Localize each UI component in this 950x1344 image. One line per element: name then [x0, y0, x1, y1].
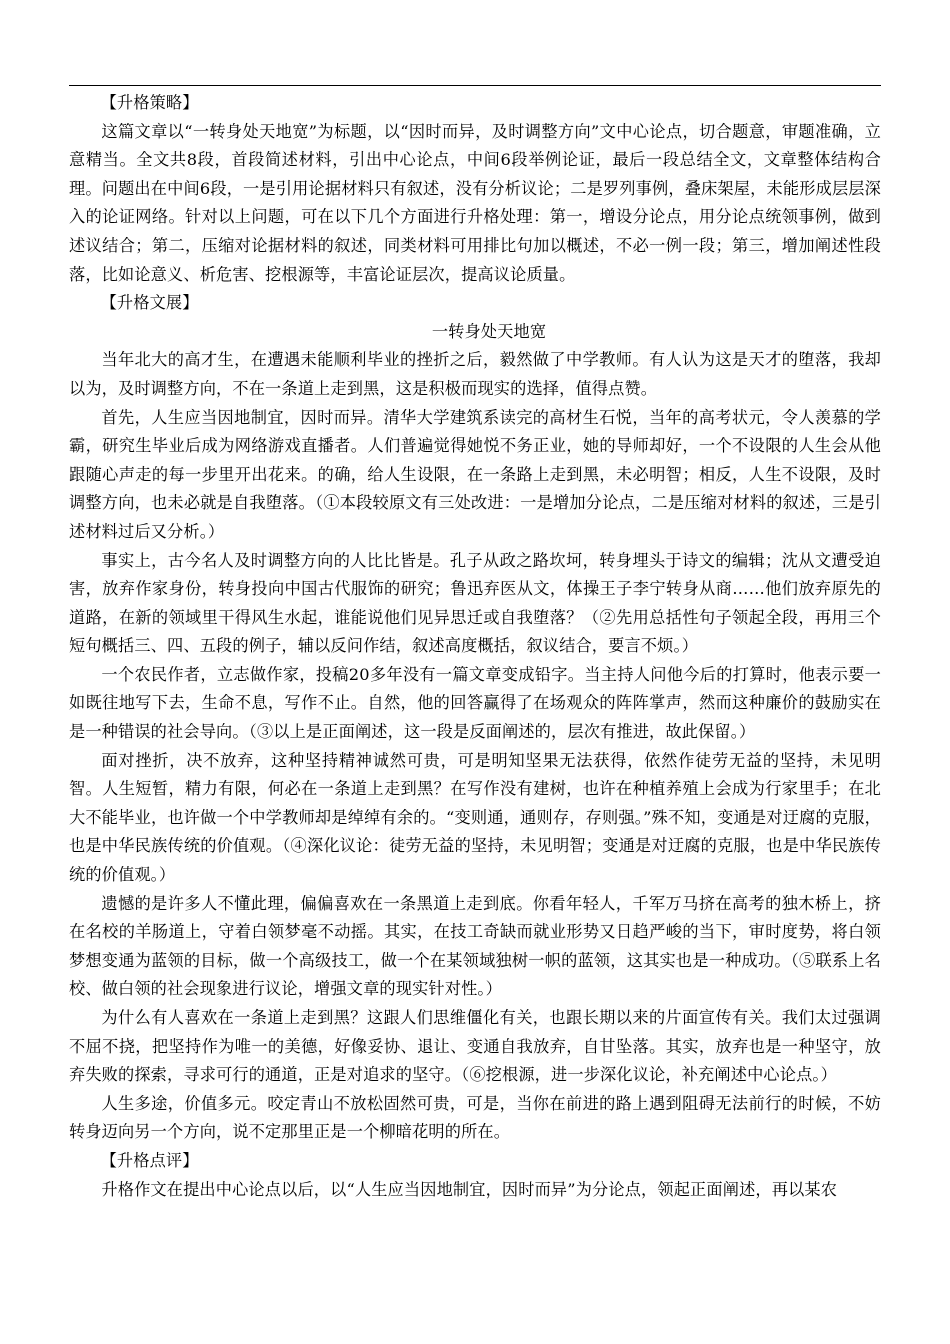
essay-paragraph-8: 人生多途，价值多元。咬定青山不放松固然可贵，可是，当你在前进的路上遇到阻碍无法前行的时候，不妨转身迈向另一个方向，说不定那里正是一个柳暗花明的所在。 — [69, 1093, 881, 1142]
comment-heading: 【升格点评】 — [100, 1150, 199, 1170]
strategy-heading: 【升格策略】 — [100, 93, 199, 112]
document-content — [69, 89, 881, 1204]
essay-paragraph-1: 当年北大的高才生，在遭遇未能顺利毕业的挫折之后，毅然做了中学教师。有人认为这是天才的堕落，我却以为，及时调整方向，不在一条道上走到黑，这是积极而现实的选择，值得点赞。 — [69, 350, 881, 398]
essay-heading: 【升格文展】 — [100, 293, 199, 313]
essay-title: 一转身处天地宽 — [431, 321, 547, 341]
essay-paragraph-6: 遗憾的是许多人不懂此理，偏偏喜欢在一条黑道上走到底。你看年轻人，千军万马挤在高考的独木桥上，挤在名校的羊肠道上，守着白领梦毫不动摇。其实，在技工奇缺而就业形势又日趋严峻的当下，审时度势，将白领梦想变通为蓝领的目标，做一个高级技工，做一个在某领域独树一帜的蓝领，这其实也是一种成功。（⑤联系上名校、做白领的社会现象进行议论，增强文章的现实针对性。） — [69, 893, 881, 999]
comment-paragraph: 升格作文在提出中心论点以后，以“人生应当因地制宜，因时而异”为分论点，领起正面阐述，再以某农 — [101, 1179, 838, 1199]
essay-paragraph-5: 面对挫折，决不放弃，这种坚持精神诚然可贵，可是明知坚果无法获得，依然作徒劳无益的坚持，未见明智。人生短暂，精力有限，何必在一条道上走到黑？在写作没有建树，也许在种植养殖上会成为行家里手；在北大不能毕业，也许做一个中学教师却是绰绰有余的。“变则通，通则存，存则强。”殊不知，变通是对迂腐的克服，也是中华民族传统的价值观。（④深化议论：徒劳无益的坚持，未见明智；变通是对迂腐的克服，也是中华民族传统的价值观。） — [69, 750, 881, 885]
essay-paragraph-3: 事实上，古今名人及时调整方向的人比比皆是。孔子从政之路坎坷，转身埋头于诗文的编辑；沈从文遭受迫害，放弃作家身份，转身投向中国古代服饰的研究；鲁迅弃医从文，体操王子李宁转身从商……他们放弃原先的道路，在新的领域里干得风生水起，谁能说他们见异思迁或自我堕落？（②先用总括性句子领起全段，再用三个短句概括三、四、五段的例子，辅以反问作结，叙述高度概括，叙议结合，要言不烦。） — [69, 550, 881, 656]
essay-paragraph-4: 一个农民作者，立志做作家，投稿20多年没有一篇文章变成铅字。当主持人问他今后的打算时，他表示要一如既往地写下去，生命不息，写作不止。自然，他的回答赢得了在场观众的阵阵掌声，然而这种廉价的鼓励实在是一种错误的社会导向。（③以上是正面阐述，这一段是反面阐述的，层次有推进，故此保留。） — [69, 664, 881, 742]
essay-paragraph-7: 为什么有人喜欢在一条道上走到黑？这跟人们思维僵化有关，也跟长期以来的片面宣传有关。我们太过强调不屈不挠，把坚持作为唯一的美德，好像妥协、退让、变通自我放弃，自甘坠落。其实，放弃也是一种坚守，放弃失败的探索，寻求可行的通道，正是对追求的坚守。（⑥挖根源，进一步深化议论，补充阐述中心论点。） — [69, 1008, 881, 1085]
header-rule — [69, 85, 881, 86]
essay-paragraph-2: 首先，人生应当因地制宜，因时而异。清华大学建筑系读完的高材生石悦，当年的高考状元，令人羡慕的学霸，研究生毕业后成为网络游戏直播者。人们普遍觉得她悦不务正业，她的导师却好，一个不设限的人生会从他跟随心声走的每一步里开出花来。的确，给人生设限，在一条路上走到黑，未必明智；相反，人生不设限，及时调整方向，也未必就是自我堕落。（①本段较原文有三处改进：一是增加分论点，二是压缩对材料的叙述，三是引述材料过后又分析。） — [69, 407, 881, 541]
strategy-paragraph: 这篇文章以“一转身处天地宽”为标题，以“因时而异，及时调整方向”文中心论点，切合题意，审题准确，立意精当。全文共8段，首段简述材料，引出中心论点，中间6段举例论证，最后一段总结全文，文章整体结构合理。问题出在中间6段，一是引用论据材料只有叙述，没有分析议论；二是罗列事例，叠床架屋，未能形成层层深入的论证网络。针对以上问题，可在以下几个方面进行升格处理：第一，增设分论点，用分论点统领事例，做到述议结合；第二，压缩对论据材料的叙述，同类材料可用排比句加以概述，不必一例一段；第三，增加阐述性段落，比如论意义、析危害、挖根源等，丰富论证层次，提高议论质量。 — [69, 121, 881, 284]
